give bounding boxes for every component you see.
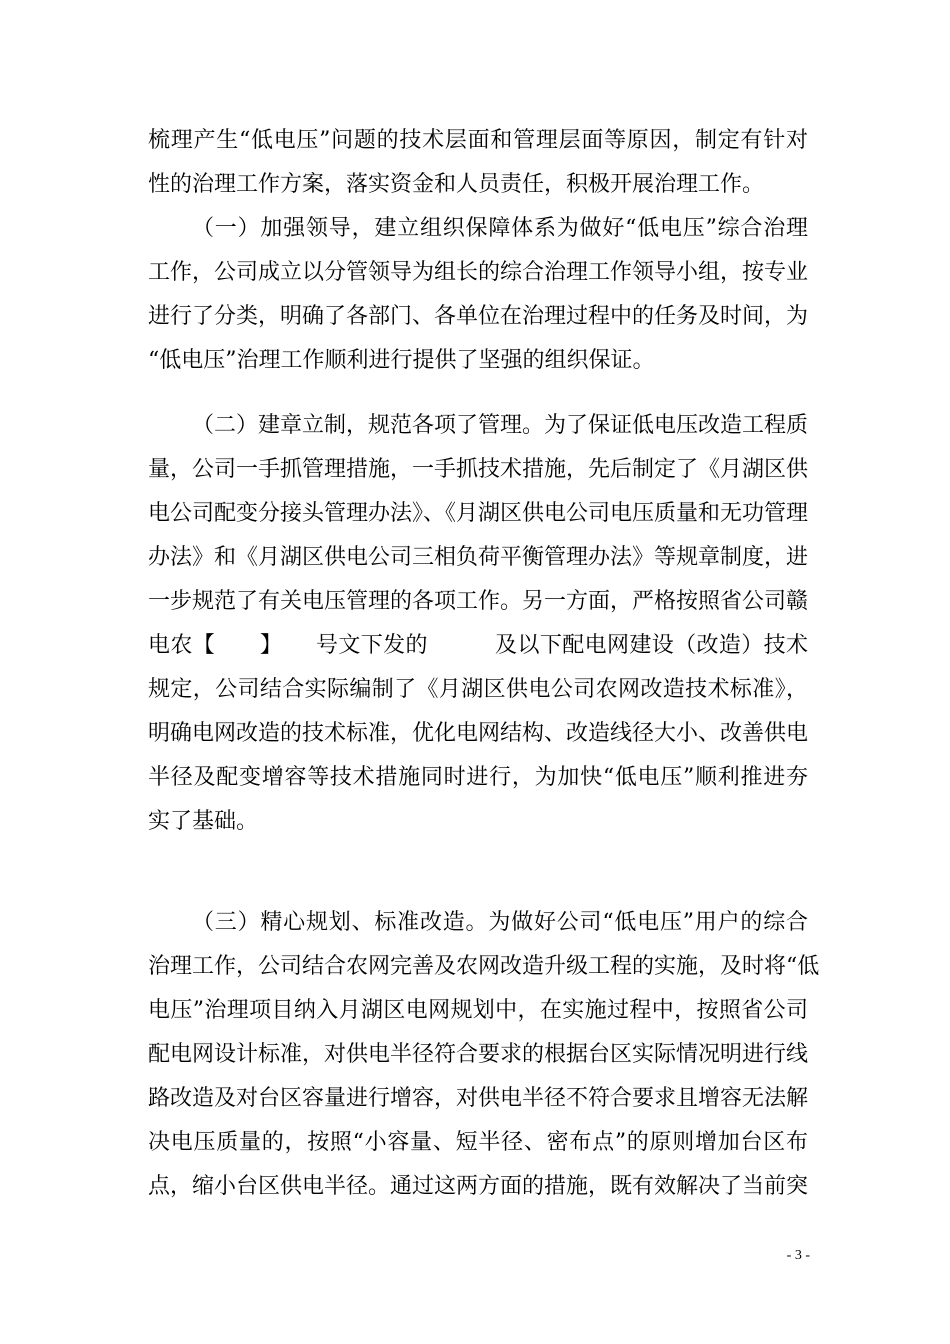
paragraph-line: 一步规范了有关电压管理的各项工作。另一方面，严格按照省公司赣 xyxy=(148,589,809,614)
paragraph-line: 量，公司一手抓管理措施，一手抓技术措施，先后制定了《月湖区供 xyxy=(148,457,809,482)
paragraph-line: （一）加强领导，建立组织保障体系为做好“低电压”综合治理 xyxy=(192,216,808,241)
paragraph-line: 电压”治理项目纳入月湖区电网规划中，在实施过程中，按照省公司 xyxy=(148,998,808,1023)
paragraph-line: （二）建章立制，规范各项了管理。为了保证低电压改造工程质 xyxy=(192,413,809,438)
paragraph-line: 决电压质量的，按照“小容量、短半径、密布点”的原则增加台区布 xyxy=(148,1130,808,1155)
paragraph-line: 明确电网改造的技术标准，优化电网结构、改造线径大小、改善供电 xyxy=(148,721,809,746)
page-number: - 3 - xyxy=(786,1248,810,1263)
paragraph-line: 性的治理工作方案，落实资金和人员责任，积极开展治理工作。 xyxy=(148,172,765,197)
paragraph-line: 半径及配变增容等技术措施同时进行，为加快“低电压”顺利推进夯 xyxy=(148,765,808,790)
paragraph-line: 工作，公司成立以分管领导为组长的综合治理工作领导小组，按专业 xyxy=(148,260,809,285)
paragraph-line: 点，缩小台区供电半径。通过这两方面的措施，既有效解决了当前突 xyxy=(148,1174,809,1199)
paragraph-line: （三）精心规划、标准改造。为做好公司“低电压”用户的综合 xyxy=(192,910,808,935)
paragraph-line: 实了基础。 xyxy=(148,809,259,834)
paragraph-line: 治理工作，公司结合农网完善及农网改造升级工程的实施，及时将“低 xyxy=(148,954,820,979)
paragraph-line: 电公司配变分接头管理办法》、《月湖区供电公司电压质量和无功管理 xyxy=(148,501,809,526)
paragraph-line: 路改造及对台区容量进行增容，对供电半径不符合要求且增容无法解 xyxy=(148,1086,809,1111)
paragraph-line: “低电压”治理工作顺利进行提供了坚强的组织保证。 xyxy=(148,348,655,373)
paragraph-line: 配电网设计标准，对供电半径符合要求的根据台区实际情况明进行线 xyxy=(148,1042,809,1067)
paragraph-line: 规定，公司结合实际编制了《月湖区供电公司农网改造技术标准》， xyxy=(148,677,808,702)
paragraph-line: 进行了分类，明确了各部门、各单位在治理过程中的任务及时间，为 xyxy=(148,304,809,329)
paragraph-line: 办法》和《月湖区供电公司三相负荷平衡管理办法》等规章制度，进 xyxy=(148,545,809,570)
paragraph-line: 梳理产生“低电压”问题的技术层面和管理层面等原因，制定有针对 xyxy=(148,128,808,153)
paragraph-line: 电农【 】 号文下发的 及以下配电网建设（改造）技术 xyxy=(148,633,808,658)
